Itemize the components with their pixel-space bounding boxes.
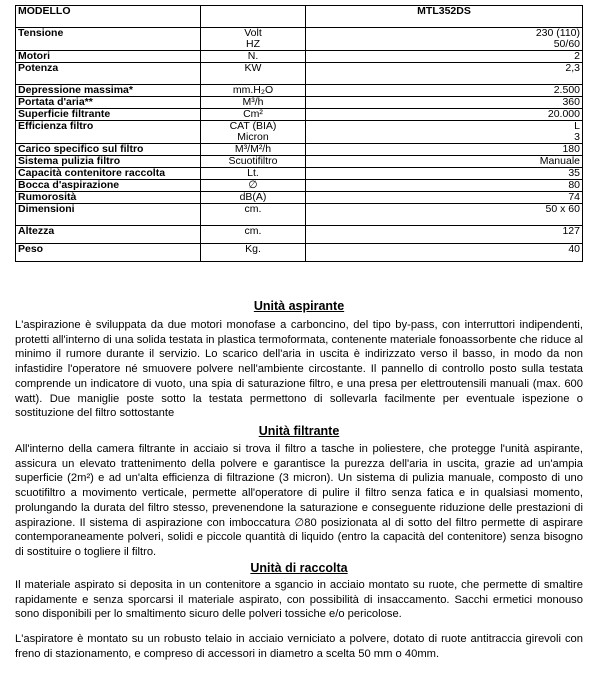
spec-unit: Kg. [201,244,306,262]
spec-row [16,192,583,204]
spec-value: 80 [306,180,583,192]
spec-value: 20.000 [306,109,583,121]
spec-value: 360 [306,97,583,109]
section-unita-filtrante [15,423,583,560]
section-title: Unità aspirante [253,299,345,313]
spec-unit: Scuotifiltro [201,156,306,168]
spec-label: Altezza [16,226,201,244]
spec-row [16,180,583,192]
spec-unit: CAT (BIA) Micron [201,121,306,144]
spec-label: Rumorosità [16,192,201,204]
spec-value: 180 [306,144,583,156]
spec-row [16,51,583,63]
spec-row [16,28,583,51]
spec-label: Portata d'aria** [16,97,201,109]
spec-header-model: MTL352DS [306,6,583,28]
spec-row [16,204,583,226]
spec-value: 35 [306,168,583,180]
spec-header-row [16,6,583,28]
spec-row [16,226,583,244]
section-unita-raccolta [15,560,583,662]
spec-table [15,5,583,262]
spec-row [16,85,583,97]
spec-value: 2,3 [306,63,583,85]
spec-value: 2 [306,51,583,63]
spec-label: Capacità contenitore raccolta [16,168,201,180]
spec-label: Carico specifico sul filtro [16,144,201,156]
spec-row [16,97,583,109]
spec-row [16,156,583,168]
spec-unit: KW [201,63,306,85]
spec-header-label: MODELLO [16,6,201,28]
spec-value: 127 [306,226,583,244]
spec-header-unit [201,6,306,28]
spec-label: Superficie filtrante [16,109,201,121]
spec-row [16,168,583,180]
section-paragraph: Il materiale aspirato si deposita in un contenitore a sgancio in acciaio montato su ruote, che permette di smaltire rapidamente e senza sporcarsi il materiale aspirato, con possibilità di insaccamento. Sacchi ermetici monouso sono disponibili per lo smaltimento sicuro delle polveri tossiche e/o pericolose. [15,579,583,621]
spec-unit: mm.H₂O [201,85,306,97]
spec-row [16,109,583,121]
spec-label: Peso [16,244,201,262]
spec-label: Dimensioni [16,204,201,226]
spec-label: Bocca d'aspirazione [16,180,201,192]
spec-value: 230 (110) 50/60 [306,28,583,51]
spec-value: 74 [306,192,583,204]
spec-unit: Cm² [201,109,306,121]
section-unita-aspirante [15,298,583,421]
spec-unit: dB(A) [201,192,306,204]
spec-label: Tensione [16,28,201,51]
spec-row [16,121,583,144]
spec-value: 2.500 [306,85,583,97]
spec-unit: M³/h [201,97,306,109]
spec-label: Efficienza filtro [16,121,201,144]
spec-label: Sistema pulizia filtro [16,156,201,168]
spec-row [16,244,583,262]
spec-value: 50 x 60 [306,204,583,226]
spec-value: 40 [306,244,583,262]
section-paragraph: L'aspirazione è sviluppata da due motori monofase a carboncino, del tipo by-pass, con interruttori indipendenti, protetti all'interno di una solida testata in plastica termoformata, contenente materiale fonoassorbente che riduce al minimo il rumore durante il servizio. Lo scarico dell'aria in uscita è indirizzato verso il basso, in modo da non infastidire l'operatore né smuovere polvere nell'ambiente circostante. Il pannello di controllo posto sulla testata comprende un indicatore di vuoto, una spia di saturazione filtro, e una presa per elettroutensili manuali (max. 600 watt). Due maniglie poste sotto la testata permettono di sollevarla facilmente per eventuale ispezione o sostituzione del filtro sottostante [15,319,583,420]
spec-value: Manuale [306,156,583,168]
spec-unit: ∅ [201,180,306,192]
spec-unit: M³/M²/h [201,144,306,156]
spec-label: Motori [16,51,201,63]
spec-label: Potenza [16,63,201,85]
spec-unit: Volt HZ [201,28,306,51]
spec-unit: cm. [201,204,306,226]
spec-value: L 3 [306,121,583,144]
spec-unit: Lt. [201,168,306,180]
spec-label: Depressione massima* [16,85,201,97]
spec-unit: N. [201,51,306,63]
section-title: Unità di raccolta [250,561,348,575]
section-paragraph: L'aspiratore è montato su un robusto telaio in acciaio verniciato a polvere, dotato di ruote antitraccia girevoli con freno di stazionamento, e compreso di accessori in diametro a scelta 50 mm o 40mm. [15,633,583,660]
spec-row [16,144,583,156]
spec-row [16,63,583,85]
section-paragraph: All'interno della camera filtrante in acciaio si trova il filtro a tasche in poliestere, che protegge l'unità aspirante, assicura un elevato trattenimento della polvere e garantisce la purezza dell'aria in uscita, grazie ad un'ampia superficie (2m²) e ad un'alta efficienza di filtrazione (3 micron). Un sistema di pulizia manuale, composto di uno scuotifiltro a movimento verticale, permette all'operatore di pulire il filtro senza fatica e in qualsiasi momento, prolungando la durata del filtro stesso, prevenendone la saturazione e conseguente riduzione delle prestazioni di aspirazione. Il sistema di aspirazione con imboccatura ∅80 posizionata al di sotto del filtro permette di aspirare contemporaneamente polveri, solidi e piccole quantità di liquido (entro la capacità del contenitore) senza bisogno di sostituire o togliere il filtro. [15,443,583,558]
section-title: Unità filtrante [258,424,340,438]
spec-unit: cm. [201,226,306,244]
